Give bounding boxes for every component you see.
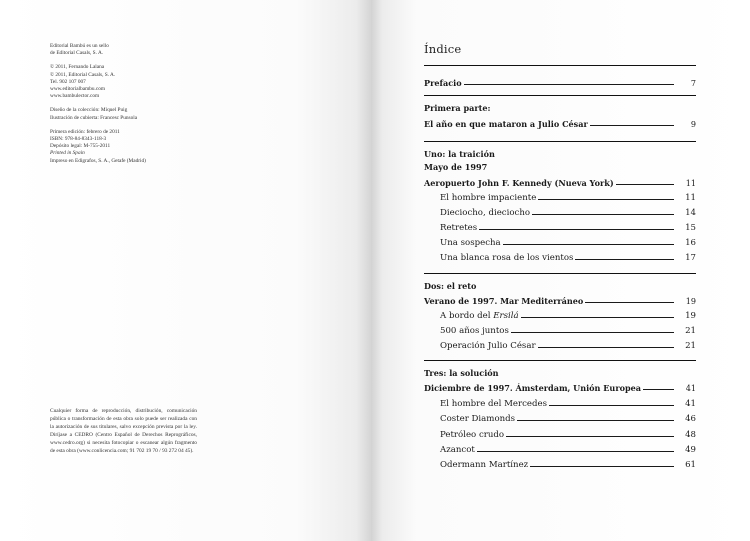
entry-page: 17 — [685, 253, 696, 263]
entry-page: 21 — [685, 326, 696, 336]
leader-line — [530, 466, 674, 467]
leader-line — [464, 84, 674, 85]
toc-entry[interactable] — [424, 337, 696, 351]
leader-line — [521, 317, 674, 318]
leader-line — [506, 436, 674, 437]
colophon-line: Ilustración de cubierta: Francesc Punsola — [50, 114, 138, 121]
entry-title: El año en que mataron a Julio César — [424, 119, 588, 129]
entry-title: A bordo del Ersilá — [440, 311, 519, 321]
toc-entry-chapter[interactable] — [424, 174, 696, 188]
colophon-line: Tel. 902 107 007 — [50, 78, 86, 85]
entry-title: Una blanca rosa de los vientos — [440, 253, 574, 263]
toc-entry[interactable] — [424, 456, 696, 470]
toc-entry[interactable] — [424, 410, 696, 424]
entry-page: 48 — [685, 430, 696, 440]
entry-page: 21 — [685, 341, 696, 351]
leader-line — [532, 214, 674, 215]
legal-notice: Cualquier forma de reproducción, distribución, comunicación pública o transformación de esta obra solo puede ser realizada con la autorización de sus titulares, salvo excepción prevista por la ley. Diríjase a CEDRO (Centro Español de Derechos Reprográficos, www.cedro.org) si necesita fotocopiar o escanear algún fragmento de esta obra (www.conlicencia.com; 91 702 19 70 / 93 272 04 45). — [50, 408, 197, 454]
leader-line — [643, 389, 674, 390]
entry-title: Verano de 1997. Mar Mediterráneo — [424, 296, 584, 306]
entry-title: Operación Julio César — [440, 341, 536, 351]
section-label: Tres: la solución — [424, 368, 499, 378]
entry-title: Petróleo crudo — [440, 430, 505, 440]
toc-entry[interactable] — [424, 189, 696, 203]
leader-line — [503, 244, 674, 245]
entry-page: 49 — [685, 445, 696, 455]
colophon-line: Editorial Bambú es un sello — [50, 43, 109, 49]
toc-entry[interactable] — [424, 249, 696, 263]
leader-line — [585, 302, 674, 303]
entry-title: Coster Diamonds — [440, 414, 516, 424]
colophon — [50, 43, 210, 165]
entry-title: El hombre impaciente — [440, 193, 537, 203]
toc-entry-part-one[interactable] — [424, 115, 696, 129]
colophon-line: www.editorialbambu.com — [50, 86, 105, 93]
entry-page: 41 — [685, 399, 696, 409]
entry-page: 7 — [690, 78, 696, 88]
leader-line — [477, 451, 674, 452]
colophon-line: www.bambulector.com — [50, 93, 100, 100]
entry-title: El hombre del Mercedes — [440, 399, 547, 409]
part-label: Primera parte: — [424, 103, 491, 113]
leader-line — [479, 229, 674, 230]
toc-entry[interactable] — [424, 204, 696, 218]
index-heading: Índice — [424, 42, 462, 56]
entry-page: 11 — [685, 193, 696, 203]
entry-page: 41 — [685, 383, 696, 393]
colophon-line: Printed in Spain — [50, 150, 85, 157]
entry-page: 14 — [685, 208, 696, 218]
leader-line — [538, 347, 674, 348]
entry-title: Azancot — [440, 445, 475, 455]
entry-title: Retretes — [440, 223, 478, 233]
colophon-line: ISBN: 978-84-8343-118-3 — [50, 136, 107, 143]
section-rule — [424, 65, 696, 66]
leader-line — [517, 420, 674, 421]
toc-entry[interactable] — [424, 307, 696, 321]
entry-title: Una sospecha — [440, 238, 501, 248]
entry-title: Odermann Martínez — [440, 460, 529, 470]
ship-name: Ersilá — [493, 311, 519, 321]
entry-page: 16 — [685, 238, 696, 248]
colophon-line: Diseño de la colección: Miquel Puig — [50, 107, 128, 114]
colophon-line: Impreso en Edigrafos, S. A., Getafe (Madrid) — [50, 157, 146, 164]
toc-entry[interactable] — [424, 234, 696, 248]
section-label: Uno: la traición — [424, 149, 495, 159]
section-date: Mayo de 1997 — [424, 162, 488, 172]
colophon-line: © 2011, Editorial Casals, S. A. — [50, 71, 116, 78]
toc-entry-chapter[interactable] — [424, 379, 696, 393]
section-rule — [424, 95, 696, 96]
toc-entry[interactable] — [424, 441, 696, 455]
colophon-line: © 2011, Fernando Lalana — [50, 64, 105, 71]
colophon-line: Primera edición: febrero de 2011 — [50, 128, 120, 135]
leader-line — [538, 199, 674, 200]
toc-entry[interactable] — [424, 219, 696, 233]
section-rule — [424, 273, 696, 274]
entry-page: 61 — [685, 460, 696, 470]
left-page — [0, 0, 371, 541]
entry-page: 19 — [685, 296, 696, 306]
right-page — [371, 0, 750, 541]
entry-title: Dieciocho, dieciocho — [440, 208, 531, 218]
leader-line — [549, 405, 674, 406]
section-label: Dos: el reto — [424, 281, 477, 291]
entry-page: 15 — [685, 223, 696, 233]
entry-page: 46 — [685, 414, 696, 424]
leader-line — [590, 125, 674, 126]
entry-page: 19 — [685, 311, 696, 321]
leader-line — [575, 259, 674, 260]
colophon-line: Depósito legal: M-755-2011 — [50, 143, 111, 150]
entry-title: Diciembre de 1997. Ámsterdam, Unión Europea — [424, 383, 642, 393]
toc-entry-chapter[interactable] — [424, 292, 696, 306]
entry-page: 9 — [690, 119, 696, 129]
leader-line — [511, 332, 674, 333]
entry-title: Prefacio — [424, 78, 462, 88]
entry-title: 500 años juntos — [440, 326, 509, 336]
entry-page: 11 — [685, 178, 696, 188]
section-rule — [424, 360, 696, 361]
toc-entry-prefacio[interactable] — [424, 74, 696, 88]
colophon-line: de Editorial Casals, S. A. — [50, 50, 104, 57]
toc-entry[interactable] — [424, 322, 696, 336]
leader-line — [616, 184, 674, 185]
toc-entry[interactable] — [424, 395, 696, 409]
entry-title: Aeropuerto John F. Kennedy (Nueva York) — [424, 178, 614, 188]
toc-entry[interactable] — [424, 426, 696, 440]
section-rule — [424, 141, 696, 142]
